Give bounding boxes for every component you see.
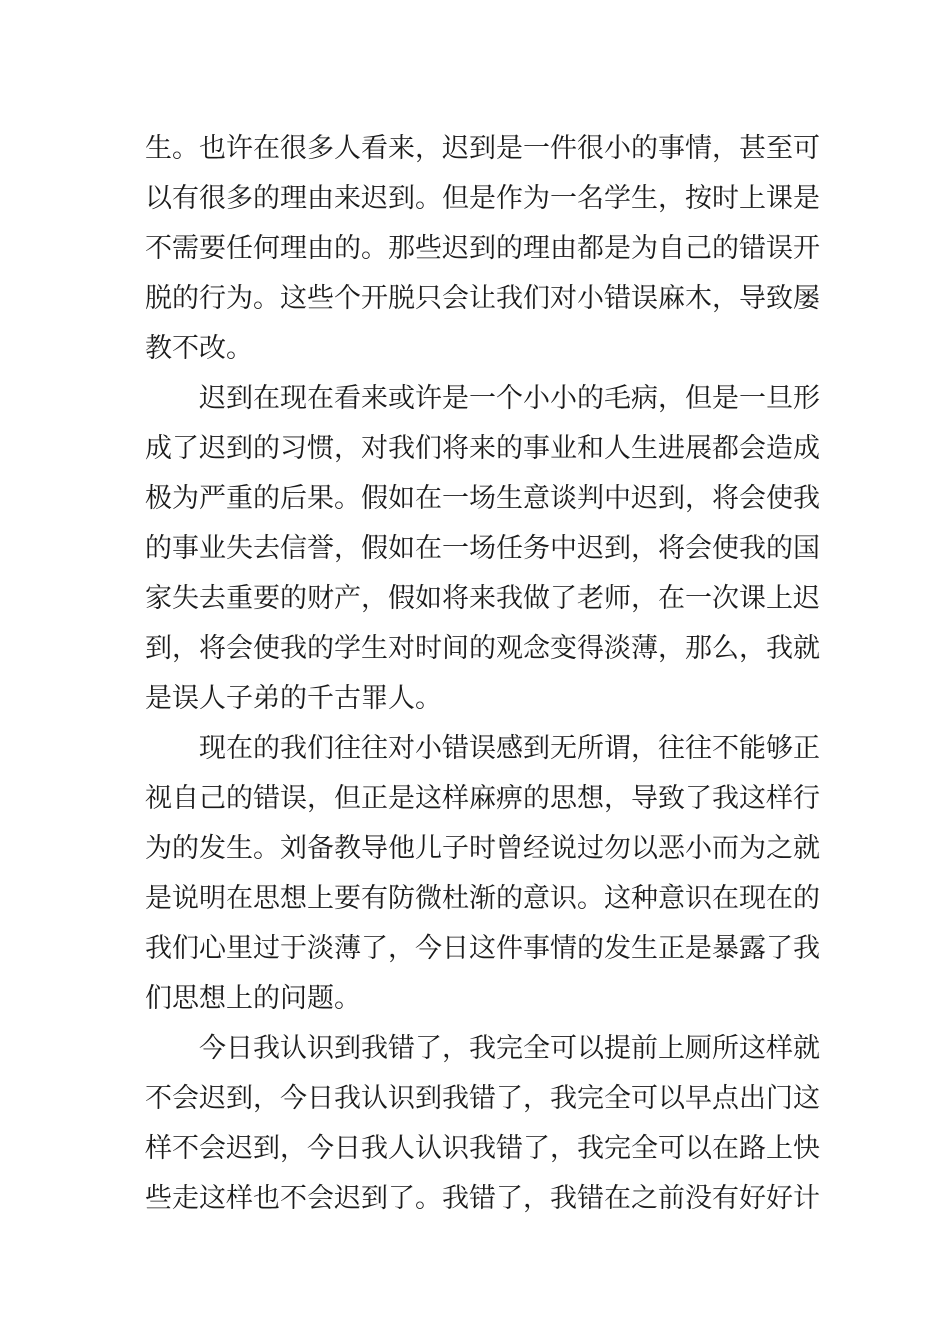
text-line: 极为严重的后果。假如在一场生意谈判中迟到，将会使我 bbox=[145, 483, 820, 514]
text-line: 视自己的错误，但正是这样麻痹的思想，导致了我这样行 bbox=[145, 783, 820, 814]
text-line: 成了迟到的习惯，对我们将来的事业和人生进展都会造成 bbox=[145, 433, 820, 464]
text-line: 们思想上的问题。 bbox=[145, 983, 361, 1014]
text-line: 是说明在思想上要有防微杜渐的意识。这种意识在现在的 bbox=[145, 883, 820, 914]
text-line: 教不改。 bbox=[145, 333, 253, 364]
text-line: 生。也许在很多人看来，迟到是一件很小的事情，甚至可 bbox=[145, 133, 820, 164]
text-line: 脱的行为。这些个开脱只会让我们对小错误麻木，导致屡 bbox=[145, 283, 820, 314]
text-line: 迟到在现在看来或许是一个小小的毛病，但是一旦形 bbox=[199, 383, 820, 414]
text-line: 现在的我们往往对小错误感到无所谓，往往不能够正 bbox=[199, 733, 820, 764]
text-line: 到，将会使我的学生对时间的观念变得淡薄，那么，我就 bbox=[145, 633, 820, 664]
text-line: 些走这样也不会迟到了。我错了，我错在之前没有好好计 bbox=[145, 1183, 820, 1214]
text-line: 以有很多的理由来迟到。但是作为一名学生，按时上课是 bbox=[145, 183, 820, 214]
text-line: 的事业失去信誉，假如在一场任务中迟到，将会使我的国 bbox=[145, 533, 820, 564]
text-line: 为的发生。刘备教导他儿子时曾经说过勿以恶小而为之就 bbox=[145, 833, 820, 864]
text-line: 我们心里过于淡薄了，今日这件事情的发生正是暴露了我 bbox=[145, 933, 820, 964]
text-line: 不会迟到，今日我认识到我错了，我完全可以早点出门这 bbox=[145, 1083, 820, 1114]
text-line: 家失去重要的财产，假如将来我做了老师，在一次课上迟 bbox=[145, 583, 820, 614]
text-line: 样不会迟到，今日我人认识我错了，我完全可以在路上快 bbox=[145, 1133, 820, 1164]
text-line: 今日我认识到我错了，我完全可以提前上厕所这样就 bbox=[199, 1033, 820, 1064]
text-line: 是误人子弟的千古罪人。 bbox=[145, 683, 442, 714]
text-line: 不需要任何理由的。那些迟到的理由都是为自己的错误开 bbox=[145, 233, 820, 264]
